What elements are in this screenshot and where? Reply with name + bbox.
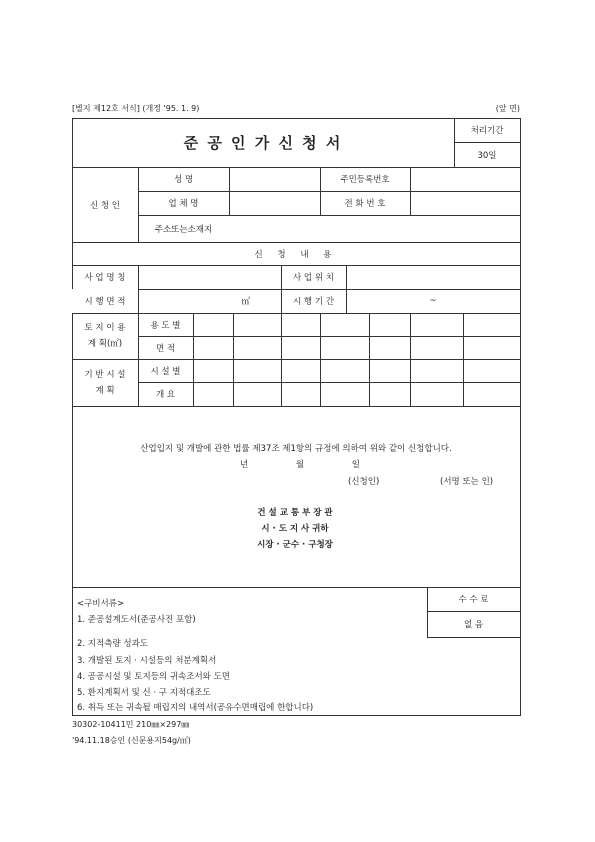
land-use-label-line1: 토 지 이 용 — [84, 323, 126, 333]
phone-field[interactable] — [411, 192, 519, 214]
implementation-period-field[interactable] — [347, 290, 519, 312]
fee-label: 수 수 료 — [458, 595, 489, 605]
infrastructure-plan-label — [72, 359, 138, 406]
document-item: 2. 지적측량 성과도 — [77, 639, 148, 649]
company-name-label: 업 체 명 — [168, 199, 199, 209]
processing-period-value: 30일 — [477, 150, 497, 161]
area-unit: ㎡ — [241, 297, 250, 307]
form-number: [별지 제12호 서식] (개정 '95. 1. 9) — [72, 103, 200, 113]
date-month: 월 — [295, 460, 305, 470]
facility-overview-label: 개 요 — [155, 390, 176, 400]
land-use-by-purpose-label: 용 도 별 — [150, 320, 181, 331]
footer-spec: 30302-10411민 210㎜×297㎜ — [72, 719, 190, 729]
implementation-area-label: 시 행 면 적 — [72, 289, 138, 313]
page-side: (앞 면) — [495, 103, 520, 113]
facility-type-label: 시 설 별 — [150, 366, 181, 377]
footer-approval: '94.11.18승인 (신문용지54g/㎡) — [72, 735, 191, 745]
land-use-label-line2: 계 획(㎡) — [87, 339, 123, 349]
business-name-field[interactable] — [139, 266, 280, 288]
processing-period-label: 처리기간 — [470, 126, 504, 136]
infra-label-line2: 계 획 — [95, 385, 115, 396]
address-label: 주소또는소재지 — [154, 224, 213, 235]
resident-number-label: 주민등록번호 — [340, 175, 390, 185]
business-name-label: 사 업 명 칭 — [84, 273, 126, 283]
land-use-plan-label — [72, 313, 138, 359]
address-field[interactable] — [230, 216, 519, 241]
implementation-area-field[interactable] — [139, 290, 280, 312]
implementation-period-label: 시 행 기 간 — [293, 297, 334, 307]
document-item: 4. 공공시설 및 토지등의 귀속조서와 도면 — [77, 672, 230, 682]
recipient-minister: 건 설 교 통 부 장 관 — [257, 508, 333, 518]
business-location-label: 사 업 위 치 — [293, 273, 334, 283]
land-use-area-label: 면 적 — [155, 343, 176, 354]
name-field[interactable] — [230, 168, 319, 190]
required-documents-title: <구비서류> — [77, 599, 125, 609]
signature-note: (서명 또는 인) — [440, 477, 494, 487]
recipient-mayor: 시장 · 군수 · 구청장 — [257, 540, 333, 550]
document-item: 5. 환지계획서 및 신 · 구 지적대조도 — [77, 688, 211, 698]
applicant-label: 신 청 인 — [89, 200, 121, 211]
application-content-header: 신 청 내 용 — [254, 249, 338, 260]
name-label: 성 명 — [173, 175, 194, 185]
applicant-signature-label: (신청인) — [348, 477, 380, 487]
recipient-governor: 시 · 도 지 사 귀하 — [261, 524, 329, 534]
phone-label: 전 화 번 호 — [344, 199, 386, 209]
date-day: 일 — [351, 460, 360, 470]
document-item: 3. 개발된 토지 · 시설등의 처분계획서 — [77, 656, 217, 666]
declaration-text: 산업입지 및 개발에 관한 법률 제37조 제1항의 규정에 의하여 위와 같이 신청합니다. — [140, 444, 452, 454]
date-line — [240, 458, 360, 472]
company-name-field[interactable] — [230, 192, 319, 214]
document-item: 6. 취득 또는 귀속될 매립지의 내역서(공유수면매립에 한합니다) — [77, 703, 314, 713]
resident-number-field[interactable] — [411, 168, 519, 190]
fee-value: 없 음 — [463, 620, 484, 630]
business-location-field[interactable] — [347, 266, 519, 288]
infra-label-line1: 기 반 시 설 — [84, 369, 126, 380]
form-title: 준 공 인 가 신 청 서 — [183, 134, 343, 152]
period-separator: ~ — [429, 296, 437, 306]
date-year: 년 — [240, 460, 249, 470]
document-item: 1. 준공설계도서(준공사진 포함) — [77, 615, 196, 625]
